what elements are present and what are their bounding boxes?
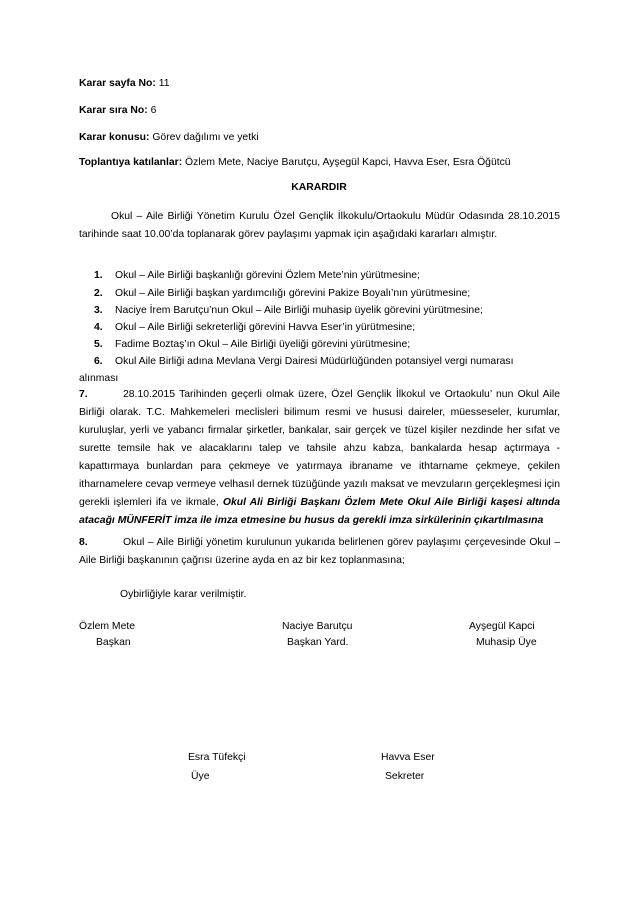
signature-name: Ayşegül Kapci [469, 621, 535, 632]
signature-name: Havva Eser [381, 752, 435, 763]
signature-name: Esra Tüfekçi [188, 752, 246, 763]
signature-role: Sekreter [385, 771, 425, 782]
attendees-line [79, 157, 511, 168]
item-8-paragraph [79, 534, 560, 570]
sequence-number-line [79, 105, 156, 116]
decision-title: KARARDIR [291, 182, 347, 193]
signature-name: Naciye Barutçu [282, 621, 353, 632]
item-7-number: 7. [79, 389, 88, 400]
list-item: 3. Naciye İrem Barutçu’nun Okul – Aile Birliği muhasip üyelik görevini yürütmesine; [94, 305, 483, 316]
list-item: 6. Okul Aile Birliği adına Mevlana Vergi Dairesi Müdürlüğünden potansiyel vergi numarası [94, 356, 514, 367]
signature-role: Başkan [96, 637, 131, 648]
unanimous-note: Oybirliğiyle karar verilmiştir. [120, 589, 247, 600]
signature-role: Üye [191, 771, 210, 782]
list-item: 5. Fadime Boztaş’ın Okul – Aile Birliği üyeliği görevini yürütmesine; [94, 339, 411, 350]
list-item: 2. Okul – Aile Birliği başkan yardımcılığı görevini Pakize Boyalı’nın yürütmesine; [94, 288, 471, 299]
intro-paragraph: Okul – Aile Birliği Yönetim Kurulu Özel Gençlik İlkokulu/Ortaokulu Müdür Odasında 28.10.2015 tarihinde saat 10.00’da toplanarak görev paylaşımı yapmak için aşağıdaki kararları almıştır. [79, 211, 560, 240]
page-number-line [79, 78, 170, 89]
attendees-value: Özlem Mete, Naciye Barutçu, Ayşegül Kapci, Havva Eser, Esra Öğütcü [182, 157, 511, 168]
list-item: 1. Okul – Aile Birliği başkanlığı görevini Özlem Mete’nin yürütmesine; [94, 270, 420, 281]
item-7-text: 28.10.2015 Tarihinden geçerli olmak üzere, Özel Gençlik İlkokul ve Ortaokulu’ nun Okul Aile Birliği olarak. T.C. Mahkemeleri meclisleri bilimum resmi ve hususi daireler, müesseseler, kurumlar, kuruluşlar, yerli ve yabancı firmalar şirketler, bankalar, sair gerçek ve tüzel kişiler nezdinde her sıfat ve surette temsile hak ve alacaklarını talep ve tahsile ahzu kabza, bankalarda hesap açtırmaya - kapattırmaya bunlardan para çekmeye ve yatırmaya ibraname ve ithtarname çekmeye, çekilen itharnamelere cevap vermeye velhasıl dernek tüzüğünde yazılı maksat ve mevzuların gerçekleşmesi için gerekli işlemleri ifa ve ikmale, [79, 389, 560, 508]
signature-role: Muhasip Üye [476, 637, 537, 648]
attendees-label: Toplantıya katılanlar: [79, 157, 183, 168]
item-8-text: Okul – Aile Birliği yönetim kurulunun yukarıda belirlenen görev paylaşımı çerçevesinde Okul – Aile Birliği başkanının çağrısı üzerine ayda en az bir kez toplanmasına; [79, 537, 560, 566]
subject-line [79, 132, 259, 143]
list-item: 4. Okul – Aile Birliği sekreterliği görevini Havva Eser’in yürütmesine; [94, 322, 416, 333]
item-6-continuation: alınması [79, 373, 119, 384]
sequence-number-value: 6 [147, 105, 157, 116]
sequence-number-label: Karar sıra No: [79, 105, 148, 116]
page-number-value: 11 [155, 78, 170, 89]
item-7-paragraph [79, 386, 560, 530]
subject-value: Görev dağılımı ve yetki [149, 132, 259, 143]
item-8-number: 8. [79, 537, 88, 548]
signature-role: Başkan Yard. [287, 637, 349, 648]
page-number-label: Karar sayfa No: [79, 78, 156, 89]
item-7-bold-text: Okul Ali Birliği Başkanı Özlem Mete Okul Aile Birliği kaşesi altında atacağı MÜNFERİT imza ile imza etmesine bu husus da gerekli imza sirkülerinin çıkartılmasına [79, 497, 561, 526]
signature-name: Özlem Mete [79, 621, 136, 632]
subject-label: Karar konusu: [79, 132, 150, 143]
